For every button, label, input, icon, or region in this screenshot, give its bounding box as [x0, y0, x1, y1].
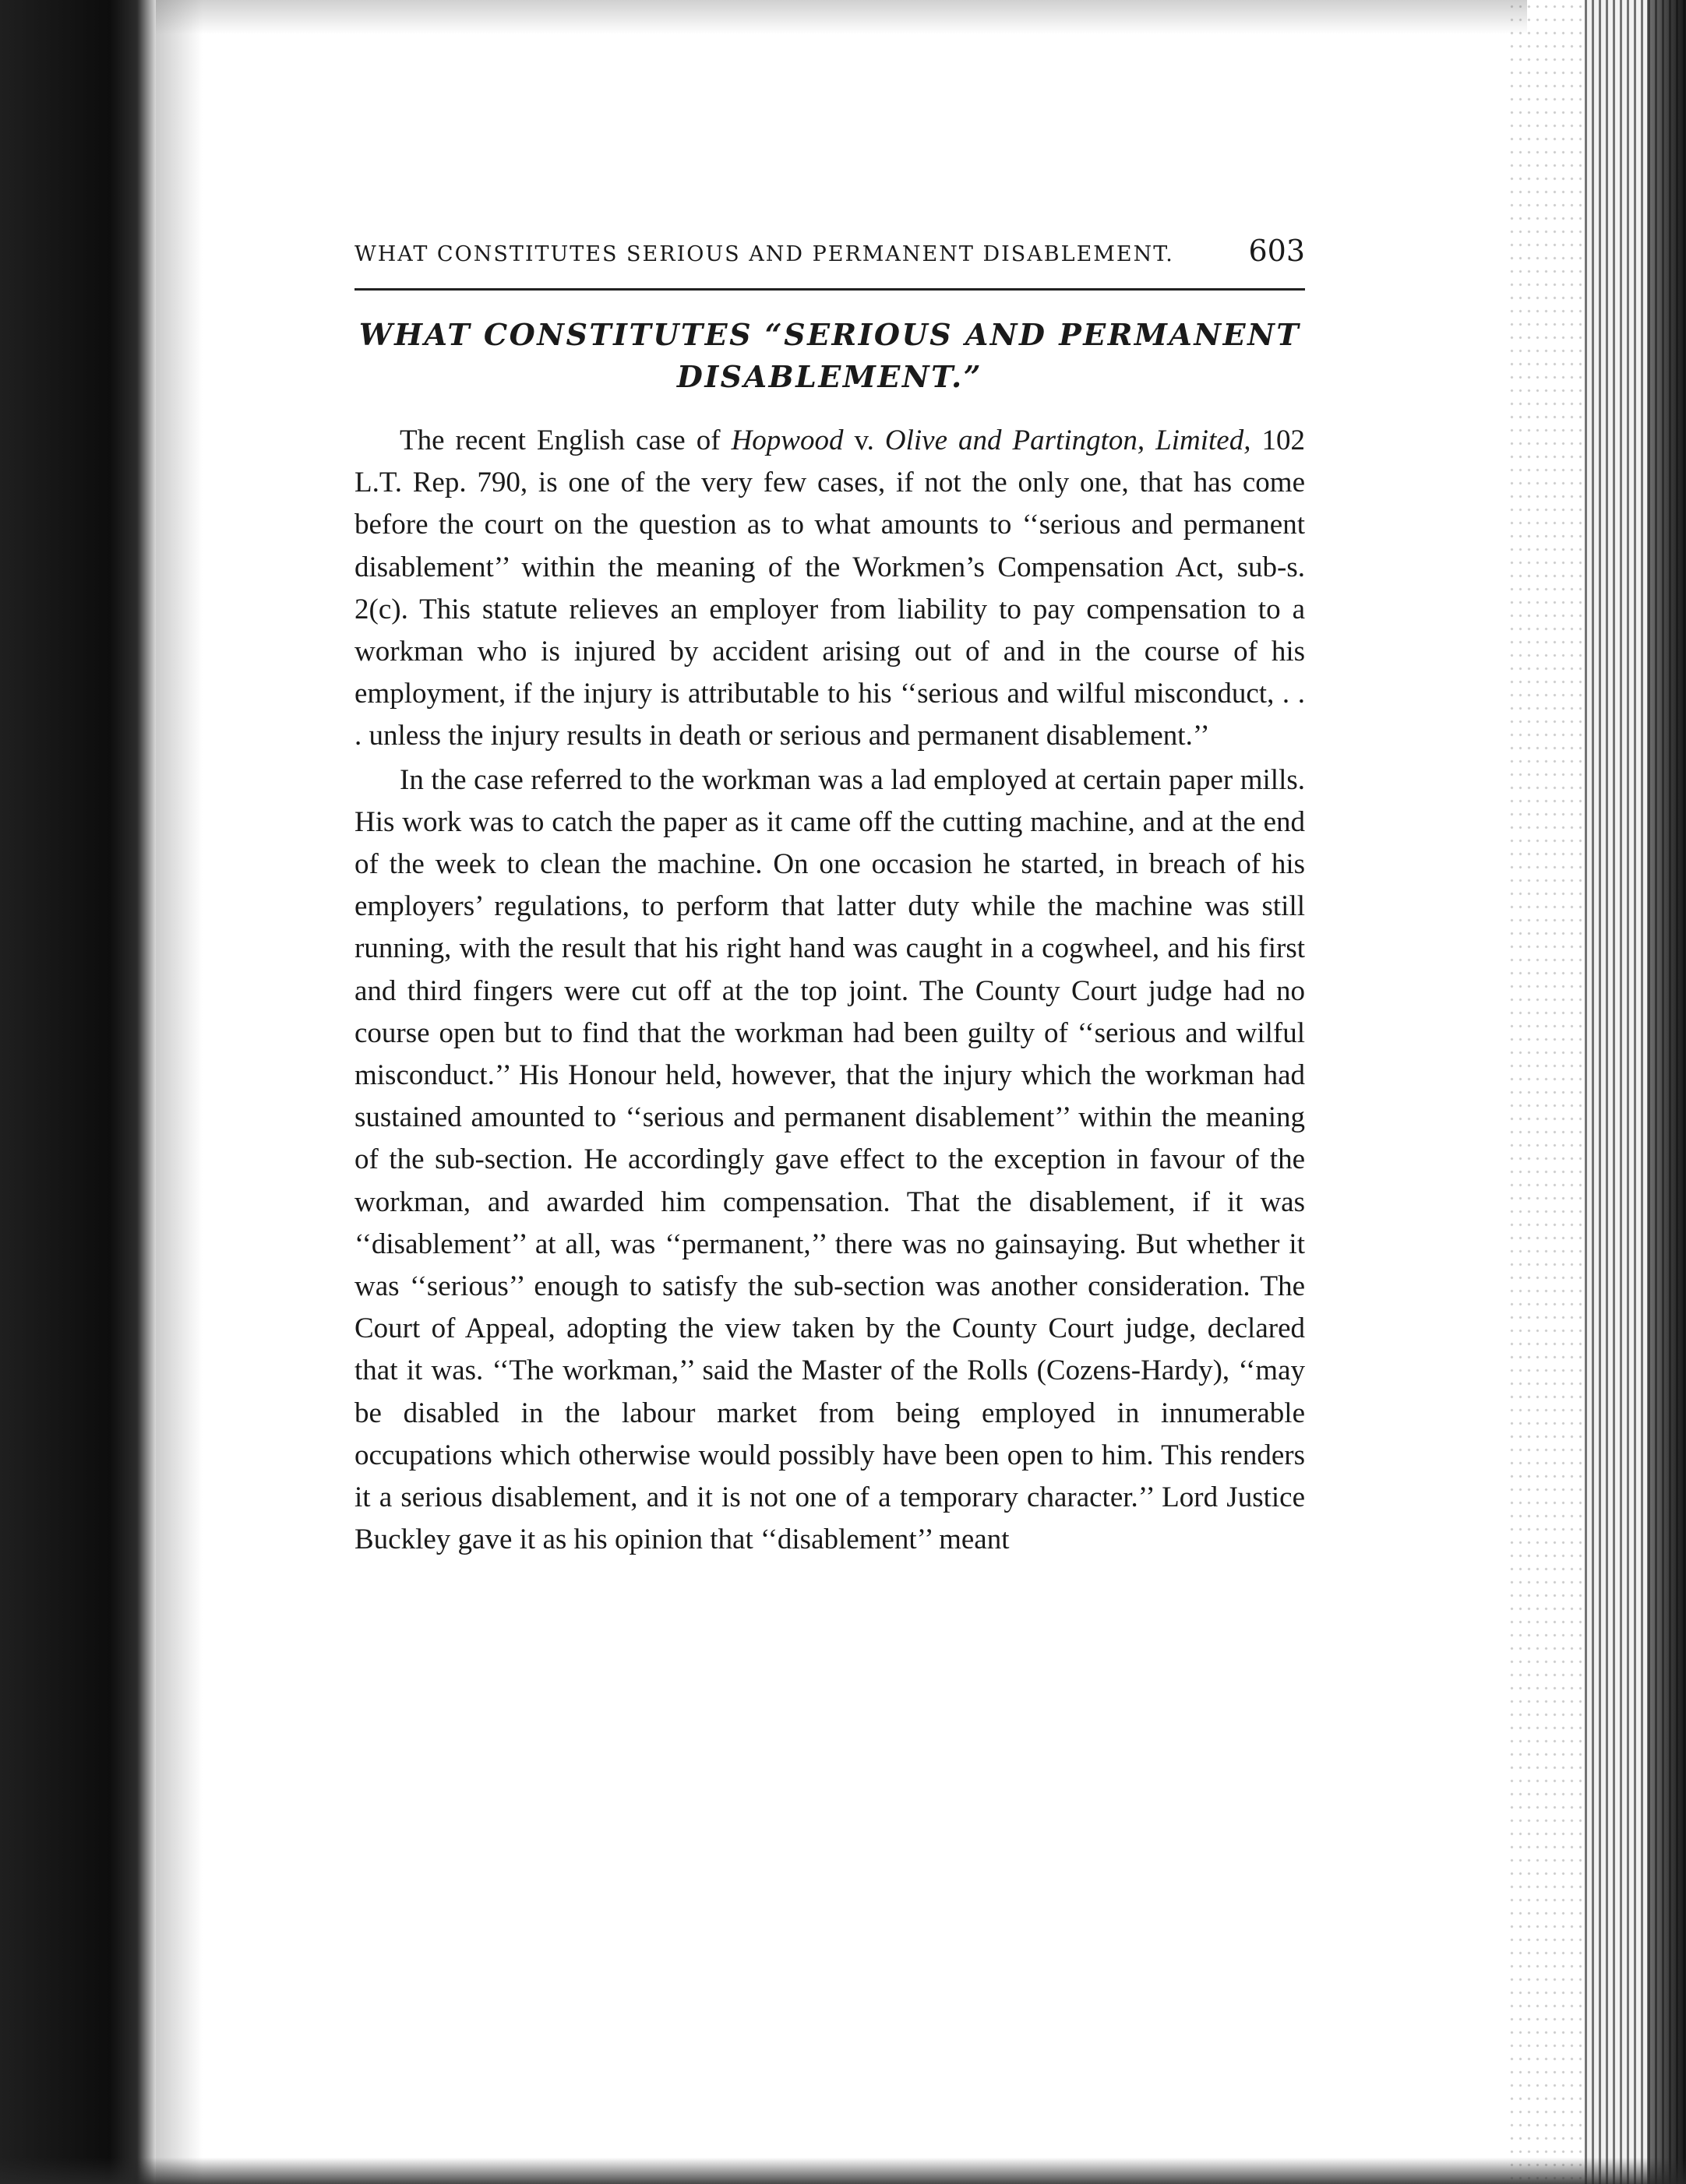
paragraph-1-lead: The recent English case of [400, 424, 732, 456]
paragraph-1 [354, 420, 1305, 758]
case-name-olive: Olive and Partington, Limited, [884, 424, 1251, 456]
scan-right-shadow [1647, 0, 1686, 2184]
article-title-line-2: DISABLEMENT.” [676, 359, 983, 394]
scan-top-shadow [156, 0, 1527, 34]
book-page [354, 234, 1305, 1562]
paragraph-2: In the case referred to the workman was a lad employed at certain paper mills. His work was to catch the paper as it came off the cutting machine, and at the end of the week to clean the machine. On one occasion he started, in breach of his employers’ regulations, to perform that latter duty while the machine was still running, with the result that his right hand was caught in a cogwheel, and his first and third fingers were cut off at the top joint. The County Court judge had no course open but to find that the workman had been guilty of ‘‘serious and wilful misconduct.’’ His Honour held, however, that the injury which the workman had sustained amounted to ‘‘serious and permanent disablement’’ within the meaning of the sub-section. He accordingly gave effect to the exception in favour of the workman, and awarded him compensation. That the disablement, if it was ‘‘disablement’’ at all, was ‘‘permanent,’’ there was no gainsaying. But whether it was ‘‘serious’’ enough to satisfy the sub-section was another consideration. The Court of Appeal, adopting the view taken by the County Court judge, declared that it was. ‘‘The workman,’’ said the Master of the Rolls (Cozens-Hardy), ‘‘may be disabled in the labour market from being employed in innumerable occupations which otherwise would possibly have been open to him. This renders it a serious disablement, and it is not one of a temporary character.’’ Lord Justice Buckley gave it as his opinion that ‘‘disablement’’ meant [354, 763, 1305, 1556]
case-versus: v. [843, 424, 885, 456]
scan-binding-shadow [0, 0, 156, 2184]
running-head-title: WHAT CONSTITUTES SERIOUS AND PERMANENT DISABLEMENT. [354, 242, 1174, 266]
header-rule [354, 288, 1305, 291]
scan-bottom-shadow [0, 2158, 1686, 2184]
scan-right-speckle [1508, 0, 1582, 2184]
article-title-line-1: WHAT CONSTITUTES “SERIOUS AND PERMANENT [358, 317, 1301, 352]
running-head [354, 234, 1305, 288]
case-name-hopwood: Hopwood [731, 424, 844, 456]
article-title [354, 314, 1305, 398]
scan-binding-fade [156, 0, 203, 2184]
page-number: 603 [1248, 234, 1305, 268]
paragraph-1-body: 102 L.T. Rep. 790, is one of the very few cases, if not the only one, that has come before the court on the question as to what amounts to ‘‘serious and permanent disablement’’ within the meaning of the Workmen’s Compensation Act, sub-s. 2(c). This statute relieves an employer from liability to pay compensation to a workman who is injured by accident arising out of and in the course of his employment, if the injury is attributable to his ‘‘serious and wilful misconduct, . . . unless the injury results in death or serious and permanent disablement.’’ [354, 424, 1305, 752]
